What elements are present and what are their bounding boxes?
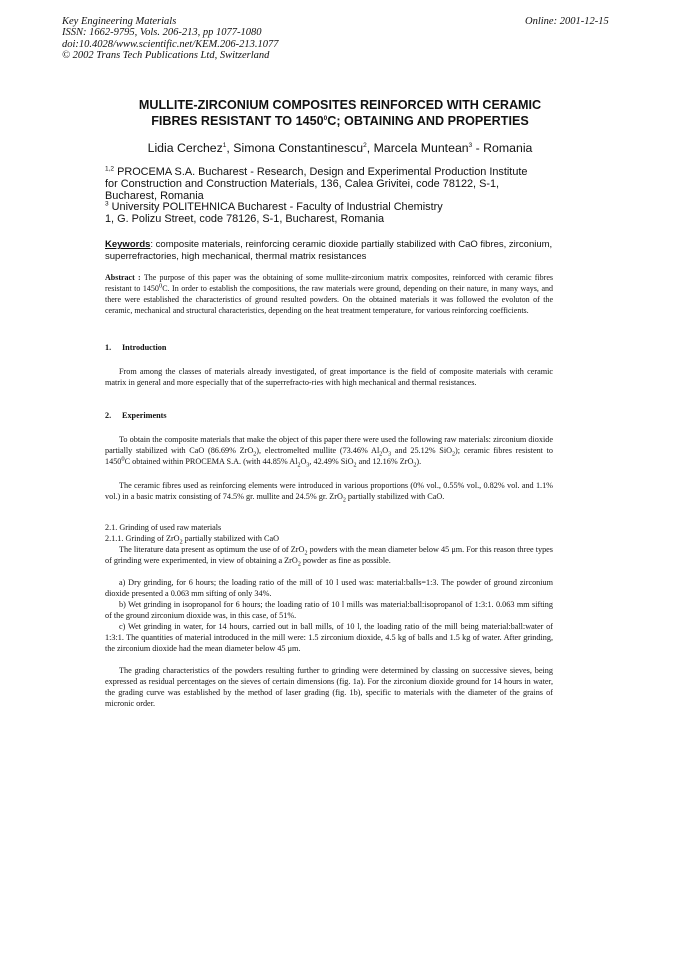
experiments-paragraph: To obtain the composite materials that make the object of this paper there were used the following raw materials: zirconium dioxide partially stabilized with CaO (86.69% ZrO$_2$), electromelted mullite (73.46% $Al_2O_3$ and 25.12% SiO$_2$); ceramic fibres resistent to 1450$^0$C obtained within PROCEMA S.A. (with 44.85% $Al_2O_3$, 42.49% SiO$_2$ and 12.16% ZrO$_2$). (105, 435, 553, 469)
issn-line: ISSN: 1662-9795, Vols. 206-213, pp 1077-1080 (62, 27, 262, 39)
affiliations (105, 167, 575, 226)
grinding-method-c: c) Wet grinding in water, for 14 hours, carried out in ball mills, of 10 l, the loading ratio of the mill being material:ball:water of 1:3:1. The quantities of material introduced in the mill were: 1.5 zirconium dioxide, 4.5 kg of balls and 1.5 kg of water. After grinding, the zirconium dioxide had the mean diameter below 45 μm. (105, 622, 553, 653)
affiliation-line: $^3$ University POLITEHNICA Bucharest - Faculty of Industrial Chemistry (105, 200, 443, 214)
title-line-1: MULLITE-ZIRCONIUM COMPOSITES REINFORCED WITH CERAMIC (138, 98, 542, 112)
publication-header (62, 16, 279, 61)
affiliation-line: 1, G. Polizu Street, code 78126, S-1, Bucharest, Romania (105, 213, 385, 226)
introduction-paragraph: From among the classes of materials already investigated, of great importance is the field of composite materials with ceramic matrix in general and more especially that of the superrefracto-ries with high mechanical and thermal resistances. (105, 367, 553, 387)
affiliation-line: for Construction and Construction Materials, 136, Calea Grivitei, code 78122, S-1, (105, 177, 500, 190)
abstract: Abstract : The purpose of this paper was the obtaining of some mullite-zirconium matrix composites, reinforced with ceramic fibres resistant to 1450$^0$C. In order to establish the compositions, the raw materials were ground, depending on their nature, in many ways, and there were established the characteristics of ground resulted powders. On the obtained materials it was followed the evoluton of the ceramic, mechanical and structural characteristics, depending on the heat treatment temperature, for various reinforcing coefficients. (105, 273, 553, 315)
affiliation-line: $^{1,2}$ PROCEMA S.A. Bucharest - Research, Design and Experimental Production Institute (105, 165, 528, 178)
title-line-2: FIBRES RESISTANT TO 1450$^0$C; OBTAINING AND PROPERTIES (151, 113, 529, 128)
section-heading-introduction: 1. Introduction (105, 343, 167, 352)
subsubsection-heading: 2.1.1. Grinding of ZrO$_2$ partially stabilized with CaO (105, 534, 280, 546)
grading-paragraph: The grading characteristics of the powders resulting further to grinding were determined by classing on successive sieves, being expressed as residual percentages on the sieves of certain dimensions (fig. 1a). For the zirconium dioxide ground for 14 hours in water, the grading curve was established by the method of laser grading (fig. 1b), specific to materials with the diameter of the grains of micronic order. (105, 666, 553, 708)
abstract-label: Abstract : (105, 273, 141, 282)
paper-title (95, 98, 585, 129)
grinding-paragraph: The literature data present as optimum the use of of ZrO$_2$ powders with the mean diameter below 45 μm. For this reason three types of grinding were experimented, in view of obtaining a ZrO$_2$ powder as fine as possible. (105, 545, 553, 568)
online-date: Online: 2001-12-15 (525, 16, 609, 27)
grinding-method-a: a) Dry grinding, for 6 hours; the loading ratio of the mill of 10 l used was: material:balls=1:3. The powder of ground zirconium dioxide presented a 0.063 mm sifting of only 34%. (105, 578, 553, 598)
grinding-method-b: b) Wet grinding in isopropanol for 6 hours; the loading ratio of 10 l mills was material:ball:isopropanol of 1:3:1. 0.063 mm sifting of the ground zirconium dioxide was, in this case, of 51%. (105, 600, 553, 620)
section-heading-experiments: 2. Experiments (105, 411, 167, 420)
affiliation-line: Bucharest, Romania (105, 189, 204, 202)
keywords-text: : composite materials, reinforcing ceramic dioxide partially stabilized with CaO fibres, zirconium, superrefractories, high mechanical, thermal matrix resistances (105, 239, 553, 262)
copyright-line: © 2002 Trans Tech Publications Ltd, Switzerland (62, 49, 270, 61)
author-name: Simona Constantinescu (233, 141, 364, 155)
subsection-heading: 2.1. Grinding of used raw materials (105, 523, 222, 532)
author-name: Lidia Cerchez (147, 141, 223, 155)
author-list: Lidia Cerchez$^1$, Simona Constantinescu$^2$, Marcela Muntean$^3$ - Romania (147, 141, 533, 155)
keywords-label: Keywords (105, 239, 151, 250)
keywords (105, 239, 575, 263)
author-name: Marcela Muntean (373, 141, 469, 155)
experiments-paragraph: The ceramic fibres used as reinforcing elements were introduced in various proportions (0% vol., 0.55% vol., 0.82% vol. and 1.1% vol.) in a basic matrix consisting of 74.5% gr. mullite and 24.5% gr. ZrO$_2$ partially stabilized with CaO. (105, 481, 553, 504)
journal-name: Key Engineering Materials (62, 16, 177, 27)
doi-line: doi:10.4028/www.scientific.net/KEM.206-213.1077 (62, 38, 279, 50)
author-country: - Romania (472, 141, 533, 155)
